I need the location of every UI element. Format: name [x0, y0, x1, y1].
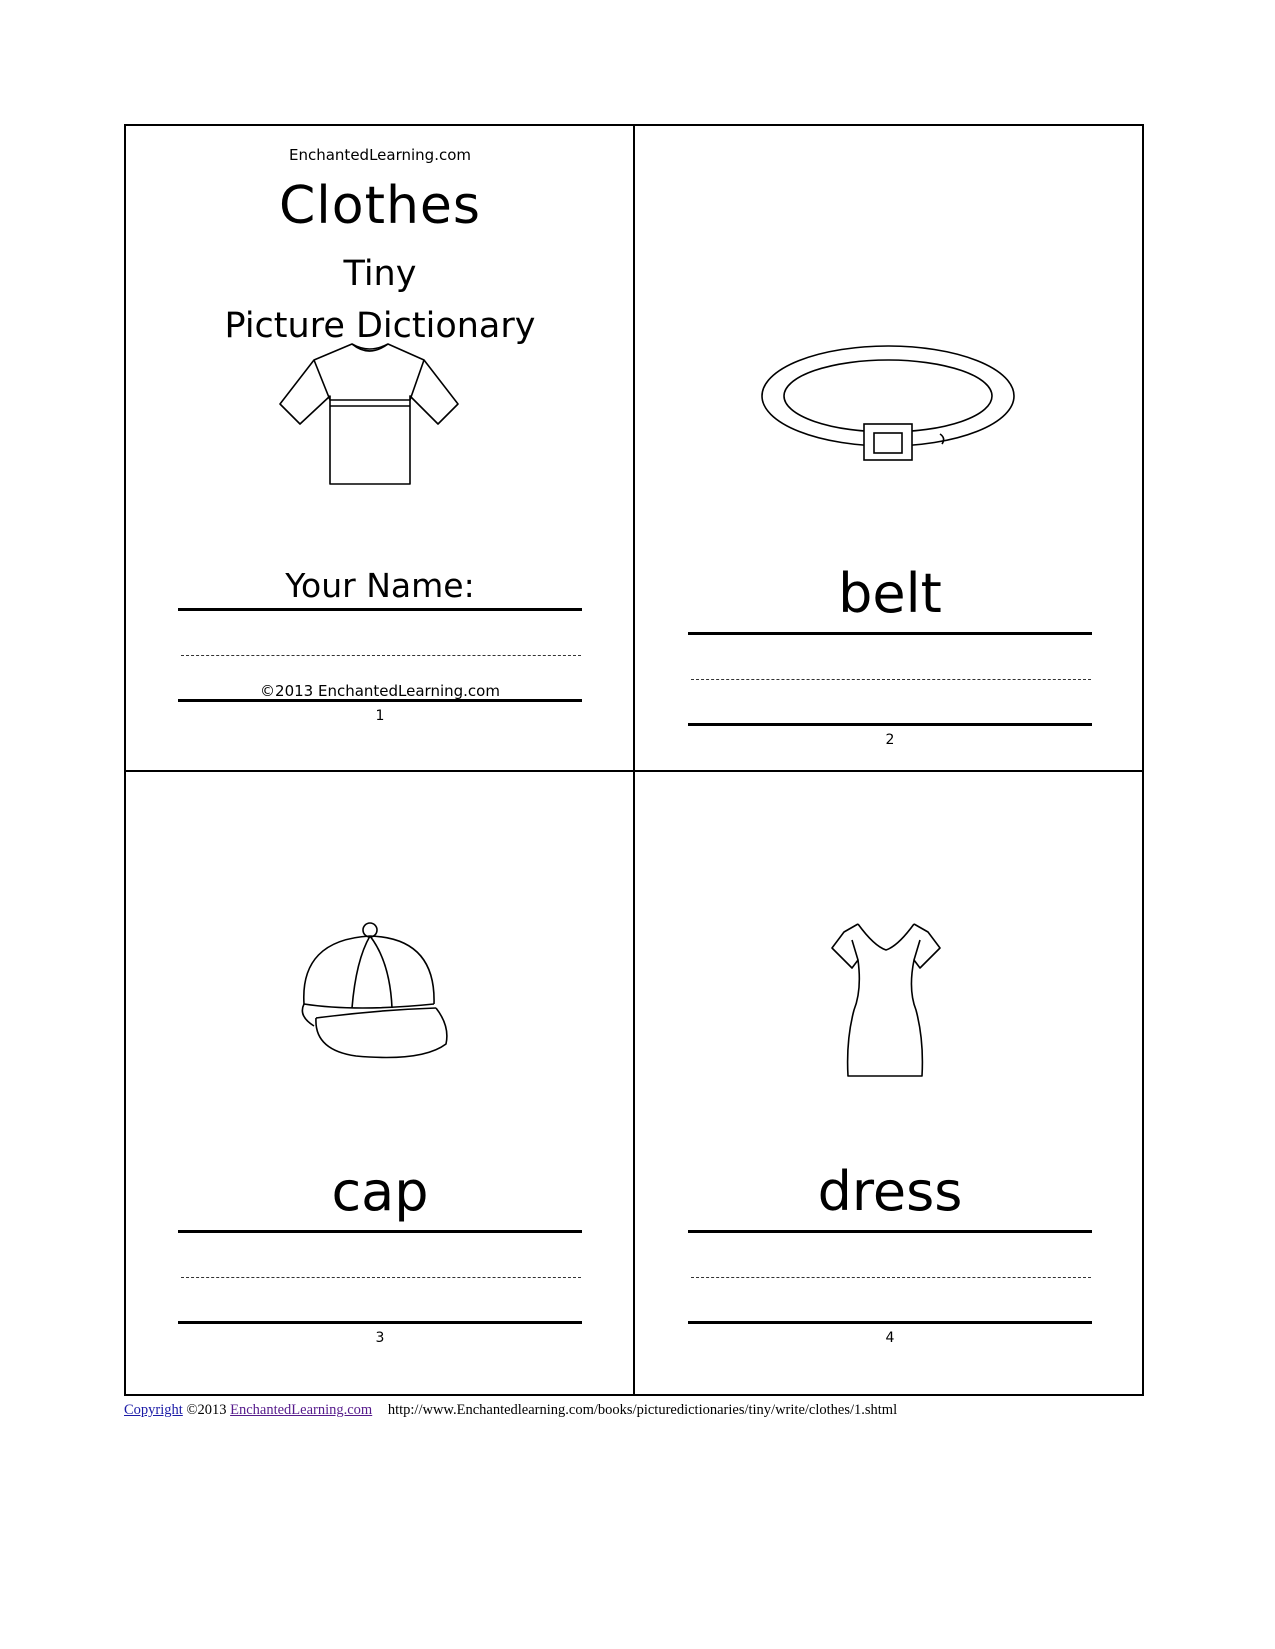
page-number: 1 [375, 708, 385, 724]
footer [124, 1402, 897, 1419]
page-number: 3 [375, 1330, 385, 1346]
writing-line-dashed [691, 679, 1091, 680]
writing-line-dashed [181, 1277, 581, 1278]
writing-line-bottom [178, 1321, 582, 1324]
belt-icon [760, 344, 1016, 464]
writing-line-dashed [691, 1277, 1091, 1278]
page-dress [636, 772, 1144, 1396]
footer-year: ©2013 [186, 1402, 227, 1418]
subtitle-picture-dictionary: Picture Dictionary [224, 306, 536, 346]
subtitle-tiny: Tiny [343, 254, 417, 294]
word-dress: dress [817, 1160, 963, 1223]
word-cap: cap [331, 1160, 429, 1223]
writing-line-top [688, 632, 1092, 635]
page-title: Clothes [279, 176, 481, 236]
writing-line-top [688, 1230, 1092, 1233]
cover-page [126, 126, 634, 760]
site-name: EnchantedLearning.com [289, 146, 471, 164]
writing-line-bottom [688, 1321, 1092, 1324]
writing-line-bottom [688, 723, 1092, 726]
page-cap [126, 772, 634, 1396]
page-url: http://www.Enchantedlearning.com/books/picturedictionaries/tiny/write/clothes/1.shtml [387, 1402, 898, 1418]
cap-icon [296, 920, 452, 1066]
dress-icon [830, 920, 942, 1080]
writing-line-dashed [181, 655, 581, 656]
t-shirt-icon [276, 338, 462, 490]
writing-line-top [178, 608, 582, 611]
page-number: 4 [885, 1330, 895, 1346]
your-name-label: Your Name: [285, 566, 475, 605]
booklet-grid [124, 124, 1144, 1396]
page-number: 2 [885, 732, 895, 748]
copyright-link[interactable]: Copyright [124, 1402, 183, 1418]
word-belt: belt [838, 562, 942, 625]
writing-line-top [178, 1230, 582, 1233]
page-belt [636, 126, 1144, 760]
cover-copyright: ©2013 EnchantedLearning.com [260, 682, 500, 700]
site-link[interactable]: EnchantedLearning.com [230, 1402, 373, 1418]
